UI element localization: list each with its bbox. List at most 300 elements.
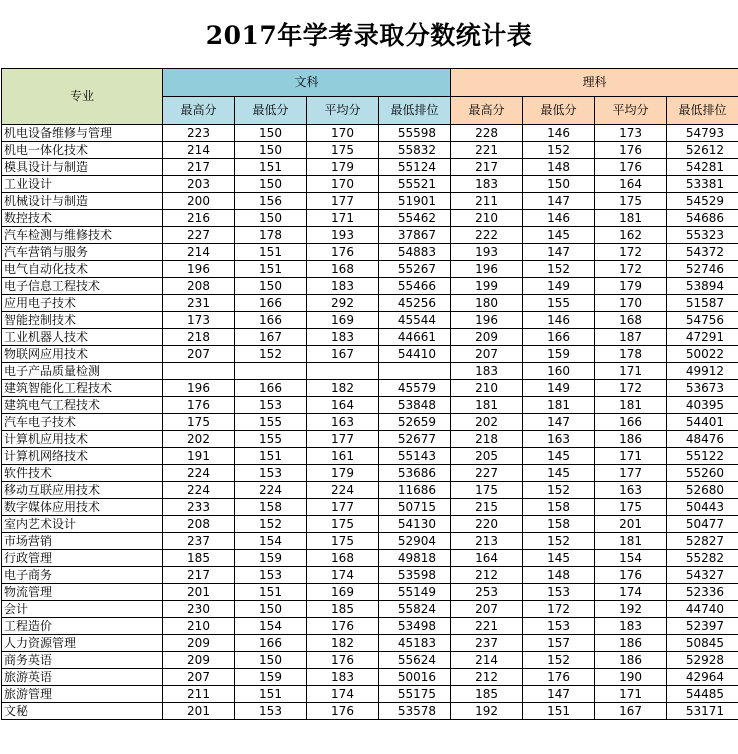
table-row: [2, 635, 738, 652]
like-min-cell: 155: [523, 295, 595, 312]
like-min-cell: 172: [523, 601, 595, 618]
like-min-cell: 149: [523, 278, 595, 295]
like-min-rank-cell: 54281: [667, 159, 738, 176]
like-max-cell: 185: [451, 686, 523, 703]
table-row: [2, 380, 738, 397]
like-avg-cell: 172: [595, 380, 667, 397]
wenke-min-rank-cell: 53598: [379, 567, 451, 584]
wenke-avg-cell: 182: [307, 635, 379, 652]
wenke-min-rank-cell: 51901: [379, 193, 451, 210]
major-name-cell: 市场营销: [2, 533, 163, 550]
wenke-avg-cell: 176: [307, 244, 379, 261]
major-name-cell: 模具设计与制造: [2, 159, 163, 176]
table-row: [2, 482, 738, 499]
wenke-avg-cell: 175: [307, 516, 379, 533]
like-min-cell: 152: [523, 533, 595, 550]
like-min-rank-cell: 44740: [667, 601, 738, 618]
like-avg-header: 平均分: [595, 97, 667, 125]
major-name-cell: 行政管理: [2, 550, 163, 567]
wenke-max-cell: 208: [163, 516, 235, 533]
wenke-min-rank-cell: 52659: [379, 414, 451, 431]
wenke-min-cell: 153: [235, 397, 307, 414]
like-min-cell: 147: [523, 686, 595, 703]
wenke-min-cell: 152: [235, 516, 307, 533]
table-row: [2, 550, 738, 567]
wenke-min-rank-cell: 37867: [379, 227, 451, 244]
like-min-rank-cell: 48476: [667, 431, 738, 448]
major-name-cell: 商务英语: [2, 652, 163, 669]
like-max-cell: 220: [451, 516, 523, 533]
like-max-cell: 222: [451, 227, 523, 244]
like-min-rank-cell: 52746: [667, 261, 738, 278]
like-min-cell: 145: [523, 550, 595, 567]
wenke-min-rank-cell: 44661: [379, 329, 451, 346]
wenke-avg-cell: 182: [307, 380, 379, 397]
like-min-cell: 152: [523, 482, 595, 499]
like-min-rank-cell: 55122: [667, 448, 738, 465]
like-min-rank-cell: 47291: [667, 329, 738, 346]
like-min-cell: 150: [523, 176, 595, 193]
like-max-cell: 207: [451, 346, 523, 363]
wenke-min-rank-cell: 55462: [379, 210, 451, 227]
like-min-rank-cell: 54327: [667, 567, 738, 584]
wenke-avg-cell: 224: [307, 482, 379, 499]
wenke-max-cell: 237: [163, 533, 235, 550]
wenke-min-cell: 155: [235, 431, 307, 448]
like-avg-cell: 162: [595, 227, 667, 244]
major-name-cell: 电气自动化技术: [2, 261, 163, 278]
wenke-max-cell: 201: [163, 703, 235, 720]
table-row: [2, 465, 738, 482]
major-name-cell: 机电一体化技术: [2, 142, 163, 159]
table-row: [2, 363, 738, 380]
like-min-rank-cell: 52928: [667, 652, 738, 669]
like-max-cell: 228: [451, 125, 523, 142]
like-avg-cell: 167: [595, 703, 667, 720]
wenke-max-cell: 209: [163, 652, 235, 669]
wenke-min-cell: 166: [235, 295, 307, 312]
wenke-min-cell: 151: [235, 159, 307, 176]
like-min-header: 最低分: [523, 97, 595, 125]
wenke-max-cell: 176: [163, 397, 235, 414]
like-avg-cell: 163: [595, 482, 667, 499]
like-max-cell: 212: [451, 567, 523, 584]
major-name-cell: 物联网应用技术: [2, 346, 163, 363]
major-name-cell: 软件技术: [2, 465, 163, 482]
like-avg-cell: 154: [595, 550, 667, 567]
like-min-cell: 146: [523, 312, 595, 329]
like-min-rank-cell: 50443: [667, 499, 738, 516]
like-max-cell: 207: [451, 601, 523, 618]
wenke-avg-cell: 183: [307, 278, 379, 295]
like-min-rank-cell: 54686: [667, 210, 738, 227]
wenke-max-cell: 227: [163, 227, 235, 244]
like-min-rank-cell: 54401: [667, 414, 738, 431]
table-row: [2, 329, 738, 346]
major-name-cell: 计算机网络技术: [2, 448, 163, 465]
like-avg-cell: 176: [595, 567, 667, 584]
wenke-avg-cell: 163: [307, 414, 379, 431]
like-min-cell: 160: [523, 363, 595, 380]
like-max-cell: 217: [451, 159, 523, 176]
wenke-avg-cell: 168: [307, 550, 379, 567]
like-avg-cell: 175: [595, 499, 667, 516]
wenke-min-rank-cell: 53686: [379, 465, 451, 482]
like-avg-cell: 190: [595, 669, 667, 686]
table-row: [2, 601, 738, 618]
like-min-cell: 149: [523, 380, 595, 397]
major-name-cell: 物流管理: [2, 584, 163, 601]
wenke-min-rank-cell: 55143: [379, 448, 451, 465]
wenke-min-cell: 151: [235, 686, 307, 703]
wenke-max-cell: 233: [163, 499, 235, 516]
major-header: 专业: [2, 69, 163, 125]
like-min-rank-cell: 52680: [667, 482, 738, 499]
wenke-min-rank-cell: 52904: [379, 533, 451, 550]
major-name-cell: 旅游英语: [2, 669, 163, 686]
table-row: [2, 261, 738, 278]
table-row: [2, 516, 738, 533]
like-avg-cell: 181: [595, 210, 667, 227]
wenke-min-cell: 159: [235, 669, 307, 686]
wenke-header: 文科: [163, 69, 451, 97]
wenke-max-cell: 217: [163, 567, 235, 584]
wenke-avg-cell: 292: [307, 295, 379, 312]
table-row: [2, 669, 738, 686]
like-max-cell: 193: [451, 244, 523, 261]
like-min-rank-cell: 54756: [667, 312, 738, 329]
table-row: [2, 346, 738, 363]
like-min-rank-cell: 50477: [667, 516, 738, 533]
table-row: [2, 210, 738, 227]
like-min-rank-cell: 53894: [667, 278, 738, 295]
wenke-avg-cell: 171: [307, 210, 379, 227]
like-avg-cell: 186: [595, 635, 667, 652]
major-name-cell: 旅游管理: [2, 686, 163, 703]
wenke-avg-cell: 177: [307, 193, 379, 210]
wenke-avg-cell: 193: [307, 227, 379, 244]
wenke-min-cell: 159: [235, 550, 307, 567]
like-min-cell: 146: [523, 210, 595, 227]
like-max-header: 最高分: [451, 97, 523, 125]
wenke-avg-cell: 175: [307, 533, 379, 550]
major-name-cell: 电子产品质量检测: [2, 363, 163, 380]
like-max-cell: 181: [451, 397, 523, 414]
wenke-avg-cell: 161: [307, 448, 379, 465]
major-name-cell: 数控技术: [2, 210, 163, 227]
wenke-min-rank-cell: 55149: [379, 584, 451, 601]
wenke-min-rank-cell: 54130: [379, 516, 451, 533]
wenke-min-rank-cell: [379, 363, 451, 380]
wenke-min-rank-cell: 55832: [379, 142, 451, 159]
table-row: [2, 584, 738, 601]
wenke-min-cell: 150: [235, 176, 307, 193]
wenke-max-cell: 202: [163, 431, 235, 448]
wenke-max-cell: 209: [163, 635, 235, 652]
like-avg-cell: 171: [595, 448, 667, 465]
wenke-min-cell: 178: [235, 227, 307, 244]
wenke-min-rank-cell: 53498: [379, 618, 451, 635]
wenke-min-cell: 151: [235, 244, 307, 261]
like-min-cell: 147: [523, 193, 595, 210]
wenke-min-cell: 151: [235, 261, 307, 278]
like-max-cell: 183: [451, 176, 523, 193]
wenke-max-cell: 224: [163, 465, 235, 482]
like-avg-cell: 178: [595, 346, 667, 363]
table-row: [2, 499, 738, 516]
wenke-min-cell: 152: [235, 346, 307, 363]
table-row: [2, 397, 738, 414]
major-name-cell: 应用电子技术: [2, 295, 163, 312]
like-min-rank-cell: 42964: [667, 669, 738, 686]
like-max-cell: 212: [451, 669, 523, 686]
like-max-cell: 196: [451, 312, 523, 329]
like-avg-cell: 187: [595, 329, 667, 346]
like-avg-cell: 186: [595, 652, 667, 669]
wenke-avg-cell: 169: [307, 312, 379, 329]
wenke-max-cell: 218: [163, 329, 235, 346]
wenke-avg-cell: 170: [307, 176, 379, 193]
like-max-cell: 210: [451, 380, 523, 397]
wenke-max-cell: 203: [163, 176, 235, 193]
major-name-cell: 建筑智能化工程技术: [2, 380, 163, 397]
wenke-min-cell: 154: [235, 533, 307, 550]
like-avg-cell: 172: [595, 261, 667, 278]
wenke-min-rank-cell: 55824: [379, 601, 451, 618]
wenke-min-cell: 158: [235, 499, 307, 516]
like-avg-cell: 175: [595, 193, 667, 210]
major-name-cell: 移动互联应用技术: [2, 482, 163, 499]
like-header: 理科: [451, 69, 738, 97]
like-min-rank-cell: 51587: [667, 295, 738, 312]
like-min-cell: 145: [523, 227, 595, 244]
wenke-max-cell: 208: [163, 278, 235, 295]
like-max-cell: 175: [451, 482, 523, 499]
like-min-cell: 181: [523, 397, 595, 414]
like-min-cell: 145: [523, 465, 595, 482]
like-min-rank-cell: 50022: [667, 346, 738, 363]
major-name-cell: 电子商务: [2, 567, 163, 584]
table-row: [2, 278, 738, 295]
like-avg-cell: 164: [595, 176, 667, 193]
wenke-avg-cell: 176: [307, 652, 379, 669]
like-max-cell: 196: [451, 261, 523, 278]
like-max-cell: 213: [451, 533, 523, 550]
like-avg-cell: 176: [595, 159, 667, 176]
wenke-avg-cell: 170: [307, 125, 379, 142]
like-max-cell: 218: [451, 431, 523, 448]
major-name-cell: 数字媒体应用技术: [2, 499, 163, 516]
like-max-cell: 202: [451, 414, 523, 431]
wenke-min-cell: 153: [235, 703, 307, 720]
like-max-cell: 183: [451, 363, 523, 380]
like-min-rank-cell: 54793: [667, 125, 738, 142]
wenke-max-cell: 207: [163, 346, 235, 363]
like-min-cell: 146: [523, 125, 595, 142]
wenke-max-cell: 210: [163, 618, 235, 635]
wenke-min-cell: 153: [235, 465, 307, 482]
like-avg-cell: 168: [595, 312, 667, 329]
like-min-cell: 158: [523, 516, 595, 533]
wenke-max-cell: 207: [163, 669, 235, 686]
table-row: [2, 159, 738, 176]
table-row: [2, 448, 738, 465]
like-max-cell: 210: [451, 210, 523, 227]
wenke-min-cell: 167: [235, 329, 307, 346]
wenke-min-cell: 153: [235, 567, 307, 584]
like-avg-cell: 179: [595, 278, 667, 295]
like-min-cell: 148: [523, 567, 595, 584]
like-min-cell: 153: [523, 584, 595, 601]
like-min-cell: 153: [523, 618, 595, 635]
like-min-cell: 151: [523, 703, 595, 720]
wenke-min-rank-cell: 53578: [379, 703, 451, 720]
wenke-avg-cell: 183: [307, 329, 379, 346]
wenke-min-cell: 224: [235, 482, 307, 499]
wenke-min-cell: 154: [235, 618, 307, 635]
like-min-cell: 147: [523, 414, 595, 431]
wenke-min-rank-cell: 55267: [379, 261, 451, 278]
wenke-max-cell: [163, 363, 235, 380]
wenke-max-cell: 175: [163, 414, 235, 431]
like-min-rank-cell: 49912: [667, 363, 738, 380]
like-min-rank-cell: 55323: [667, 227, 738, 244]
like-min-cell: 159: [523, 346, 595, 363]
like-max-cell: 237: [451, 635, 523, 652]
like-min-cell: 176: [523, 669, 595, 686]
like-max-cell: 253: [451, 584, 523, 601]
like-min-rank-cell: 40395: [667, 397, 738, 414]
major-name-cell: 工业设计: [2, 176, 163, 193]
wenke-avg-cell: 167: [307, 346, 379, 363]
wenke-max-cell: 173: [163, 312, 235, 329]
wenke-min-cell: 166: [235, 380, 307, 397]
like-min-cell: 157: [523, 635, 595, 652]
wenke-max-cell: 200: [163, 193, 235, 210]
wenke-min-rank-cell: 45256: [379, 295, 451, 312]
like-avg-cell: 172: [595, 244, 667, 261]
like-avg-cell: 170: [595, 295, 667, 312]
like-min-cell: 148: [523, 159, 595, 176]
wenke-max-header: 最高分: [163, 97, 235, 125]
table-row: [2, 227, 738, 244]
wenke-avg-cell: 176: [307, 618, 379, 635]
like-avg-cell: 181: [595, 397, 667, 414]
like-max-cell: 211: [451, 193, 523, 210]
wenke-min-cell: 150: [235, 601, 307, 618]
like-min-cell: 152: [523, 652, 595, 669]
like-avg-cell: 192: [595, 601, 667, 618]
wenke-min-cell: [235, 363, 307, 380]
like-min-rank-cell: 55282: [667, 550, 738, 567]
table-row: [2, 312, 738, 329]
like-max-cell: 227: [451, 465, 523, 482]
major-name-cell: 人力资源管理: [2, 635, 163, 652]
like-avg-cell: 177: [595, 465, 667, 482]
wenke-min-rank-cell: 53848: [379, 397, 451, 414]
table-body: [2, 125, 738, 720]
wenke-min-cell: 166: [235, 635, 307, 652]
wenke-min-rank-cell: 55598: [379, 125, 451, 142]
like-max-cell: 180: [451, 295, 523, 312]
wenke-rank-header: 最低排位: [379, 97, 451, 125]
table-row: [2, 193, 738, 210]
wenke-min-rank-cell: 45579: [379, 380, 451, 397]
like-avg-cell: 181: [595, 533, 667, 550]
table-row: [2, 414, 738, 431]
wenke-avg-cell: 176: [307, 703, 379, 720]
like-avg-cell: 176: [595, 142, 667, 159]
like-avg-cell: 174: [595, 584, 667, 601]
wenke-min-cell: 155: [235, 414, 307, 431]
wenke-min-cell: 151: [235, 448, 307, 465]
wenke-max-cell: 211: [163, 686, 235, 703]
like-avg-cell: 171: [595, 686, 667, 703]
wenke-max-cell: 201: [163, 584, 235, 601]
wenke-min-rank-cell: 54883: [379, 244, 451, 261]
major-name-cell: 会计: [2, 601, 163, 618]
table-row: [2, 703, 738, 720]
wenke-max-cell: 185: [163, 550, 235, 567]
like-min-rank-cell: 55260: [667, 465, 738, 482]
wenke-avg-cell: 174: [307, 686, 379, 703]
wenke-min-cell: 150: [235, 210, 307, 227]
major-name-cell: 文秘: [2, 703, 163, 720]
wenke-min-cell: 150: [235, 142, 307, 159]
major-name-cell: 工程造价: [2, 618, 163, 635]
like-max-cell: 164: [451, 550, 523, 567]
like-min-cell: 163: [523, 431, 595, 448]
table-row: [2, 567, 738, 584]
table-row: [2, 295, 738, 312]
table-row: [2, 142, 738, 159]
like-min-rank-cell: 52397: [667, 618, 738, 635]
like-min-rank-cell: 54529: [667, 193, 738, 210]
major-name-cell: 电子信息工程技术: [2, 278, 163, 295]
like-max-cell: 221: [451, 618, 523, 635]
like-max-cell: 214: [451, 652, 523, 669]
wenke-min-cell: 151: [235, 584, 307, 601]
table-row: [2, 686, 738, 703]
like-min-cell: 158: [523, 499, 595, 516]
wenke-avg-cell: 174: [307, 567, 379, 584]
wenke-avg-cell: 175: [307, 142, 379, 159]
major-name-cell: 工业机器人技术: [2, 329, 163, 346]
wenke-min-cell: 166: [235, 312, 307, 329]
like-max-cell: 221: [451, 142, 523, 159]
wenke-max-cell: 196: [163, 261, 235, 278]
wenke-avg-cell: 177: [307, 431, 379, 448]
major-name-cell: 机电设备维修与管理: [2, 125, 163, 142]
wenke-max-cell: 191: [163, 448, 235, 465]
wenke-min-rank-cell: 55624: [379, 652, 451, 669]
like-min-rank-cell: 52827: [667, 533, 738, 550]
like-min-rank-cell: 53171: [667, 703, 738, 720]
table-row: [2, 652, 738, 669]
like-avg-cell: 201: [595, 516, 667, 533]
wenke-min-cell: 150: [235, 652, 307, 669]
wenke-max-cell: 231: [163, 295, 235, 312]
like-min-cell: 152: [523, 142, 595, 159]
wenke-max-cell: 216: [163, 210, 235, 227]
wenke-avg-cell: 185: [307, 601, 379, 618]
wenke-min-rank-cell: 11686: [379, 482, 451, 499]
like-max-cell: 192: [451, 703, 523, 720]
table-row: [2, 533, 738, 550]
like-min-cell: 147: [523, 244, 595, 261]
like-avg-cell: 173: [595, 125, 667, 142]
like-avg-cell: 186: [595, 431, 667, 448]
